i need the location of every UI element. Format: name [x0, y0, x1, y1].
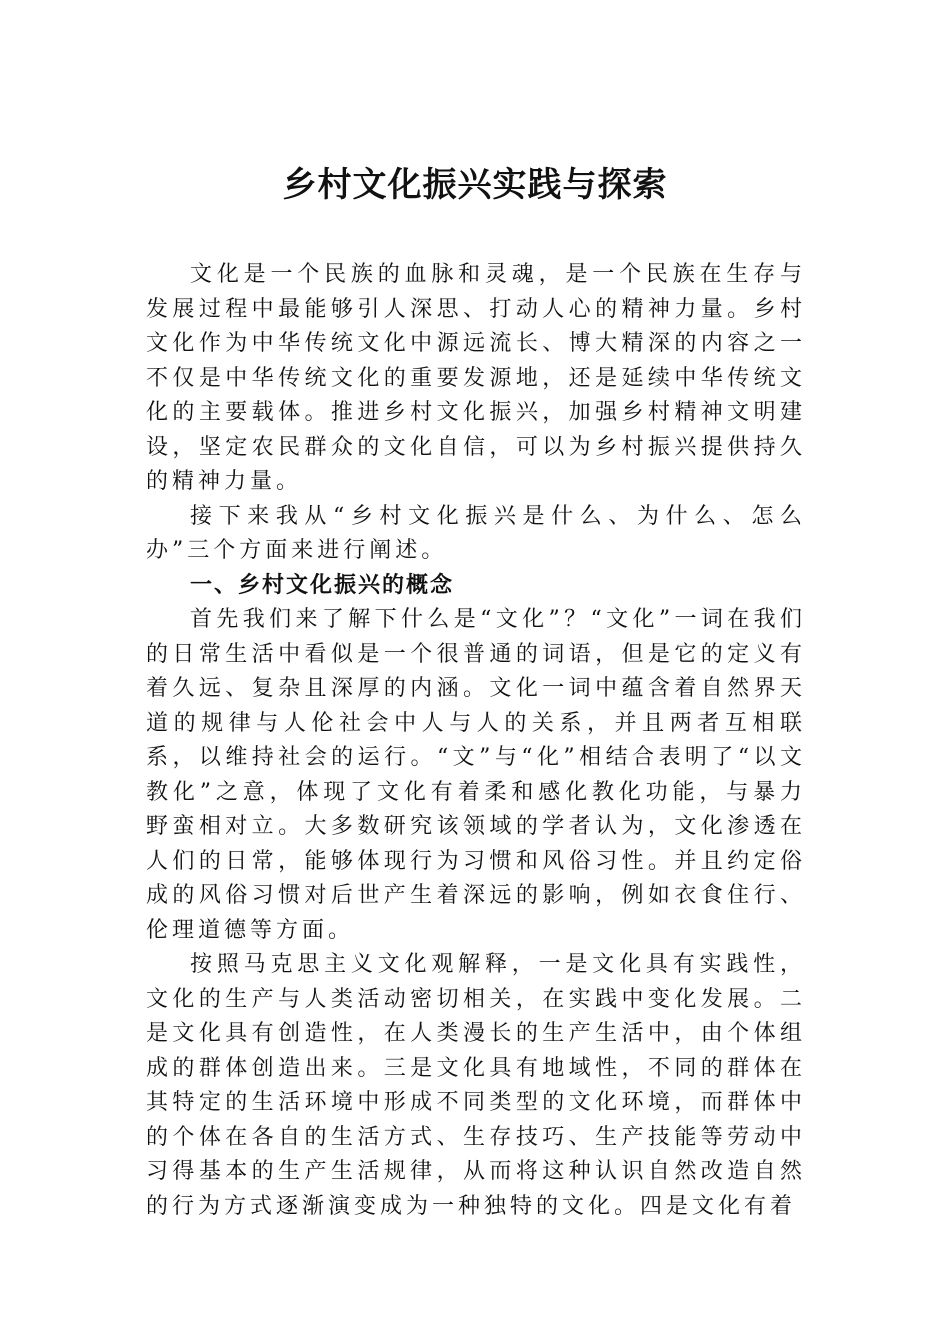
paragraph-outline: 接下来我从“乡村文化振兴是什么、为什么、怎么办”三个方面来进行阐述。	[146, 503, 806, 563]
paragraph-intro: 文化是一个民族的血脉和灵魂，是一个民族在生存与发展过程中最能够引人深思、打动人心的精神力量。乡村文化作为中华传统文化中源远流长、博大精深的内容之一不仅是中华传统文化的重要发源地，还是延续中华传统文化的主要载体。推进乡村文化振兴，加强乡村精神文明建设，坚定农民群众的文化自信，可以为乡村振兴提供持久的精神力量。	[146, 262, 806, 494]
section-heading: 一、乡村文化振兴的概念	[190, 572, 455, 598]
paragraph-marxist-view: 按照马克思主义文化观解释，一是文化具有实践性，文化的生产与人类活动密切相关，在实践中变化发展。二是文化具有创造性，在人类漫长的生产生活中，由个体组成的群体创造出来。三是文化具有地域性，不同的群体在其特定的生活环境中形成不同类型的文化环境，而群体中的个体在各自的生活方式、生存技巧、生产技能等劳动中习得基本的生产生活规律，从而将这种认识自然改造自然的行为方式逐渐演变成为一种独特的文化。四是文化有着	[146, 952, 806, 1219]
document-title: 乡村文化振兴实践与探索	[282, 165, 668, 205]
document-body	[146, 258, 806, 1224]
paragraph-culture-definition: 首先我们来了解下什么是“文化”？“文化”一词在我们的日常生活中看似是一个很普通的词语，但是它的定义有着久远、复杂且深厚的内涵。文化一词中蕴含着自然界天道的规律与人伦社会中人与人的关系，并且两者互相联系，以维持社会的运行。“文”与“化”相结合表明了“以文教化”之意，体现了文化有着柔和感化教化功能，与暴力野蛮相对立。大多数研究该领域的学者认为，文化渗透在人们的日常，能够体现行为习惯和风俗习性。并且约定俗成的风俗习惯对后世产生着深远的影响，例如衣食住行、伦理道德等方面。	[146, 607, 806, 943]
